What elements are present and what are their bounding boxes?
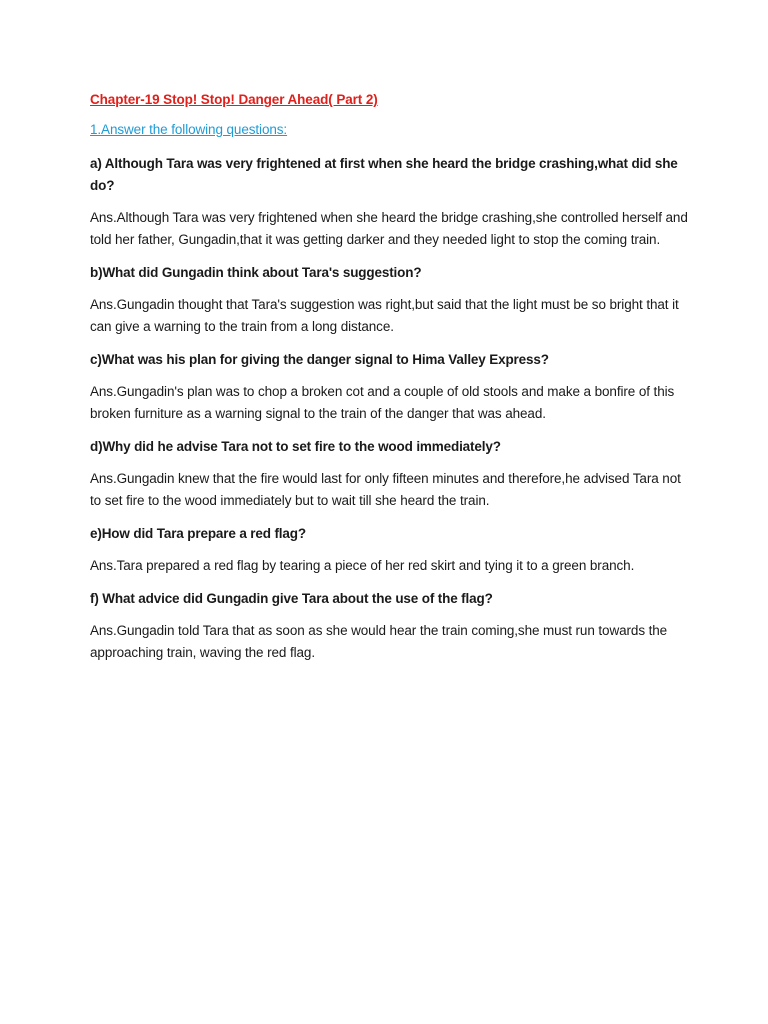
answer-text: Ans.Gungadin knew that the fire would last for only fifteen minutes and therefore,he advised Tara not to set fire to the wood immediately but to wait till she heard the train. (90, 471, 681, 508)
qa-item-a (90, 153, 690, 251)
question-text: d)Why did he advise Tara not to set fire to the wood immediately? (90, 439, 501, 454)
chapter-title: Chapter-19 Stop! Stop! Danger Ahead( Part 2) (90, 92, 378, 107)
qa-item-d (90, 436, 690, 512)
question-text: b)What did Gungadin think about Tara's suggestion? (90, 265, 422, 280)
qa-item-f (90, 588, 690, 664)
question-text: e)How did Tara prepare a red flag? (90, 526, 306, 541)
answer-text: Ans.Tara prepared a red flag by tearing a piece of her red skirt and tying it to a green branch. (90, 558, 635, 573)
question-text: a) Although Tara was very frightened at first when she heard the bridge crashing,what did she do? (90, 156, 678, 193)
answer-text: Ans.Gungadin told Tara that as soon as she would hear the train coming,she must run towards the approaching train, waving the red flag. (90, 623, 668, 660)
answer-text: Ans.Gungadin thought that Tara's suggestion was right,but said that the light must be so bright that it can give a warning to the train from a long distance. (90, 297, 679, 334)
qa-item-c (90, 349, 690, 425)
section-heading: 1.Answer the following questions: (90, 122, 288, 137)
document-content (90, 92, 690, 675)
question-text: c)What was his plan for giving the danger signal to Hima Valley Express? (90, 352, 549, 367)
answer-text: Ans.Although Tara was very frightened when she heard the bridge crashing,she controlled herself and told her father, Gungadin,that it was getting darker and they needed light to stop the coming train. (90, 210, 688, 247)
qa-item-e (90, 523, 690, 577)
qa-item-b (90, 262, 690, 338)
question-text: f) What advice did Gungadin give Tara about the use of the flag? (90, 591, 493, 606)
answer-text: Ans.Gungadin's plan was to chop a broken cot and a couple of old stools and make a bonfire of this broken furniture as a warning signal to the train of the danger that was ahead. (90, 384, 675, 421)
